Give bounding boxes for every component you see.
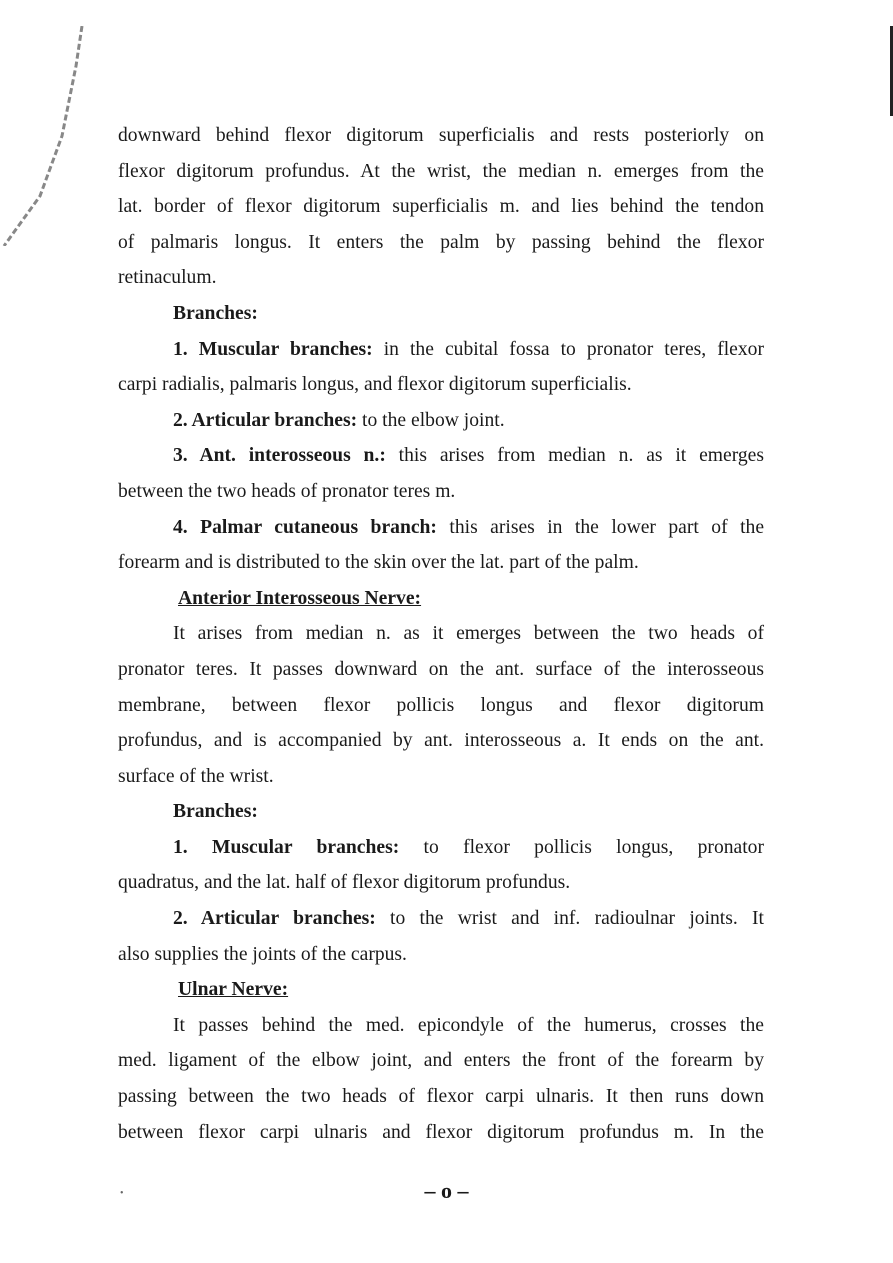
text-line: It passes behind the med. epicondyle of the humerus, crosses the <box>173 1014 764 1036</box>
branch-label: 1. Muscular branches: <box>173 338 373 360</box>
page-content <box>118 118 764 1150</box>
text-line: downward behind flexor digitorum superficialis and rests posteriorly on <box>118 125 764 146</box>
text-line: between the two heads of pronator teres m. <box>118 480 456 502</box>
text-line: retinaculum. <box>118 267 217 289</box>
branch-label: 2. Articular branches: <box>173 409 358 431</box>
text-line: profundus, and is accompanied by ant. interosseous a. It ends on the ant. <box>118 730 764 752</box>
text-line: med. ligament of the elbow joint, and enters the front of the forearm by <box>118 1050 764 1072</box>
branch-item: 1. Muscular branches: in the cubital fossa to pronator teres, flexor <box>173 338 764 360</box>
text-line: surface of the wrist. <box>118 765 274 787</box>
section-heading-branches: Branches: <box>173 302 258 324</box>
page-number: – o – <box>424 1178 469 1203</box>
branch-label: 2. Articular branches: <box>173 908 376 930</box>
text-line: lat. border of flexor digitorum superficialis m. and lies behind the tendon <box>118 196 764 218</box>
text-line: It arises from median n. as it emerges between the two heads of <box>173 623 764 645</box>
text-line: between flexor carpi ulnaris and flexor digitorum profundus m. In the <box>118 1121 764 1143</box>
text-line: of palmaris longus. It enters the palm by passing behind the flexor <box>118 231 764 253</box>
branch-item: 3. Ant. interosseous n.: this arises from median n. as it emerges <box>173 445 764 467</box>
text-line: carpi radialis, palmaris longus, and flexor digitorum superficialis. <box>118 374 632 396</box>
section-heading-branches: Branches: <box>173 801 258 823</box>
branch-label: 3. Ant. interosseous n.: <box>173 445 386 467</box>
branch-item: 2. Articular branches: to the elbow joint. <box>173 409 505 431</box>
branch-label: 1. Muscular branches: <box>173 836 400 858</box>
text-line: pronator teres. It passes downward on the ant. surface of the interosseous <box>118 658 764 680</box>
branch-label: 4. Palmar cutaneous branch: <box>173 516 437 538</box>
scan-speck: • <box>120 1188 124 1199</box>
scan-edge-mark <box>0 26 86 246</box>
text-line: also supplies the joints of the carpus. <box>118 943 407 965</box>
text-line: quadratus, and the lat. half of flexor digitorum profundus. <box>118 872 571 894</box>
branch-item: 2. Articular branches: to the wrist and inf. radioulnar joints. It <box>173 908 764 930</box>
text-line: passing between the two heads of flexor carpi ulnaris. It then runs down <box>118 1086 764 1108</box>
text-line: forearm and is distributed to the skin over the lat. part of the palm. <box>118 552 639 574</box>
section-heading-anterior-interosseous: Anterior Interosseous Nerve: <box>178 587 422 609</box>
branch-item: 4. Palmar cutaneous branch: this arises in the lower part of the <box>173 516 765 538</box>
text-line: membrane, between flexor pollicis longus and flexor digitorum <box>118 694 764 716</box>
branch-item: 1. Muscular branches: to flexor pollicis longus, pronator <box>173 836 764 858</box>
text-line: flexor digitorum profundus. At the wrist, the median n. emerges from the <box>118 160 764 182</box>
section-heading-ulnar-nerve: Ulnar Nerve: <box>178 979 289 1001</box>
